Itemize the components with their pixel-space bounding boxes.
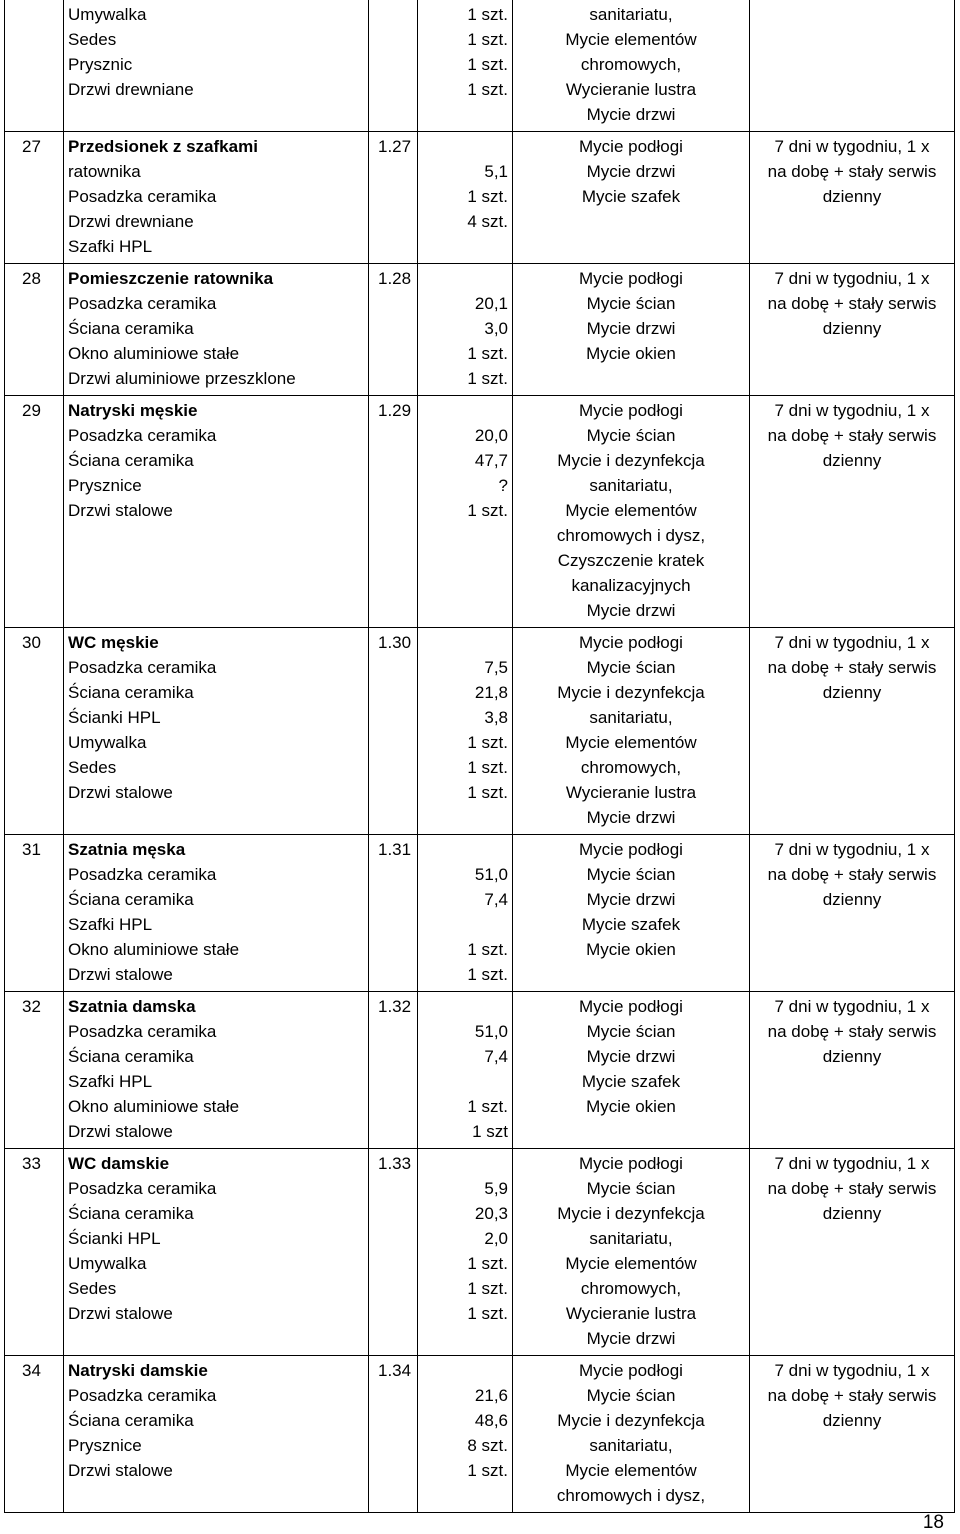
- frequency-text: 7 dni w tygodniu, 1 x: [774, 269, 930, 288]
- quantity-value: 3,8: [484, 708, 508, 727]
- quantity-cell: [418, 1356, 513, 1513]
- work-item: Mycie drzwi: [586, 1329, 676, 1348]
- item-id: 1.28: [369, 264, 418, 396]
- quantity-value: 1 szt.: [467, 783, 508, 802]
- room-item: Drzwi stalowe: [68, 1122, 173, 1141]
- room-item: Ścianki HPL: [68, 1229, 161, 1248]
- room-title: Pomieszczenie ratownika: [68, 269, 274, 288]
- frequency-text: 7 dni w tygodniu, 1 x: [774, 840, 930, 859]
- quantity-value: 1 szt.: [467, 1304, 508, 1323]
- room-item: Drzwi stalowe: [68, 965, 173, 984]
- frequency-cell: [750, 628, 955, 835]
- work-item: Mycie drzwi: [586, 105, 676, 124]
- frequency-cell: [750, 1149, 955, 1356]
- table-row: [5, 396, 955, 628]
- work-item: Mycie ścian: [586, 294, 676, 313]
- work-item: Mycie drzwi: [586, 601, 676, 620]
- quantity-value: 1 szt.: [467, 1279, 508, 1298]
- quantity-value: [422, 630, 508, 655]
- row-number: 31: [5, 835, 64, 992]
- work-item: Mycie elementów: [565, 30, 697, 49]
- work-item: Mycie podłogi: [579, 1154, 683, 1173]
- table-row: [5, 628, 955, 835]
- room-cell: [64, 396, 369, 628]
- frequency-text: dzienny: [822, 1411, 882, 1430]
- quantity-value: 8 szt.: [467, 1436, 508, 1455]
- quantity-value: 5,1: [484, 162, 508, 181]
- quantity-value: 7,4: [484, 890, 508, 909]
- quantity-value: 3,0: [484, 319, 508, 338]
- quantity-value: 51,0: [474, 865, 508, 884]
- room-item: Szafki HPL: [68, 915, 153, 934]
- item-id: 1.33: [369, 1149, 418, 1356]
- frequency-text: [754, 2, 950, 27]
- room-title: Szatnia męska: [68, 840, 186, 859]
- frequency-text: 7 dni w tygodniu, 1 x: [774, 1154, 930, 1173]
- work-scope-cell: [513, 1149, 750, 1356]
- quantity-value: 21,6: [474, 1386, 508, 1405]
- work-item: Mycie i dezynfekcja: [557, 1411, 705, 1430]
- work-item: Mycie ścian: [586, 1022, 676, 1041]
- quantity-value: 1 szt.: [467, 1461, 508, 1480]
- work-item: Mycie drzwi: [586, 808, 676, 827]
- work-item: Mycie podłogi: [579, 269, 683, 288]
- item-id: 1.27: [369, 132, 418, 264]
- quantity-cell: [418, 132, 513, 264]
- quantity-value: 1 szt.: [467, 965, 508, 984]
- work-item: Mycie podłogi: [579, 1361, 683, 1380]
- frequency-cell: [750, 132, 955, 264]
- quantity-value: 47,7: [474, 451, 508, 470]
- work-item: Mycie okien: [586, 940, 676, 959]
- work-item: sanitariatu,: [589, 708, 673, 727]
- work-scope-cell: [513, 1356, 750, 1513]
- item-id: 1.30: [369, 628, 418, 835]
- frequency-text: dzienny: [822, 1047, 882, 1066]
- work-item: Mycie elementów: [565, 1254, 697, 1273]
- quantity-cell: [418, 264, 513, 396]
- quantity-value: 21,8: [474, 683, 508, 702]
- frequency-text: na dobę + stały serwis: [767, 1179, 937, 1198]
- work-item: Mycie podłogi: [579, 401, 683, 420]
- quantity-cell: [418, 396, 513, 628]
- room-item: Posadzka ceramika: [68, 1386, 217, 1405]
- work-item: Wycieranie lustra: [565, 80, 697, 99]
- room-item: Posadzka ceramika: [68, 658, 217, 677]
- table-body: [5, 0, 955, 1513]
- work-item: kanalizacyjnych: [571, 576, 691, 595]
- work-item: Mycie szafek: [581, 187, 681, 206]
- room-item: Ścianki HPL: [68, 708, 161, 727]
- room-item: Ściana ceramika: [68, 1411, 194, 1430]
- room-item: Posadzka ceramika: [68, 426, 217, 445]
- work-item: Wycieranie lustra: [565, 1304, 697, 1323]
- table-row: [5, 264, 955, 396]
- frequency-text: 7 dni w tygodniu, 1 x: [774, 137, 930, 156]
- quantity-value: 1 szt.: [467, 1254, 508, 1273]
- quantity-value: [422, 994, 508, 1019]
- quantity-value: 1 szt.: [467, 501, 508, 520]
- work-scope-cell: [513, 628, 750, 835]
- table-row: [5, 0, 955, 132]
- quantity-cell: [418, 992, 513, 1149]
- room-item: Drzwi stalowe: [68, 1461, 173, 1480]
- work-item: Mycie okien: [586, 1097, 676, 1116]
- work-item: chromowych i dysz,: [556, 1486, 706, 1505]
- work-item: Mycie ścian: [586, 1386, 676, 1405]
- row-number: 27: [5, 132, 64, 264]
- frequency-text: dzienny: [822, 683, 882, 702]
- room-title: Przedsionek z szafkami: [68, 137, 258, 156]
- room-title: Szatnia damska: [68, 997, 196, 1016]
- quantity-value: 7,4: [484, 1047, 508, 1066]
- work-item: Mycie podłogi: [579, 840, 683, 859]
- quantity-value: 1 szt.: [467, 940, 508, 959]
- quantity-value: ?: [498, 476, 508, 495]
- room-cell: [64, 1149, 369, 1356]
- table-row: [5, 132, 955, 264]
- room-item: Posadzka ceramika: [68, 865, 217, 884]
- room-item: Umywalka: [68, 733, 147, 752]
- frequency-text: na dobę + stały serwis: [767, 426, 937, 445]
- quantity-value: 1 szt.: [467, 369, 508, 388]
- room-title: Natryski damskie: [68, 1361, 208, 1380]
- quantity-value: 48,6: [474, 1411, 508, 1430]
- work-scope-cell: [513, 396, 750, 628]
- frequency-text: [754, 27, 950, 52]
- room-cell: [64, 264, 369, 396]
- quantity-value: [422, 1069, 508, 1094]
- quantity-value: 1 szt.: [467, 30, 508, 49]
- room-title: Natryski męskie: [68, 401, 198, 420]
- work-item: Mycie szafek: [581, 915, 681, 934]
- quantity-value: [422, 134, 508, 159]
- work-item: Wycieranie lustra: [565, 783, 697, 802]
- quantity-cell: [418, 0, 513, 132]
- room-item: Ściana ceramika: [68, 1047, 194, 1066]
- frequency-text: na dobę + stały serwis: [767, 658, 937, 677]
- row-number: 33: [5, 1149, 64, 1356]
- work-item: Mycie ścian: [586, 865, 676, 884]
- quantity-value: 1 szt.: [467, 1097, 508, 1116]
- frequency-text: 7 dni w tygodniu, 1 x: [774, 1361, 930, 1380]
- quantity-cell: [418, 835, 513, 992]
- frequency-cell: [750, 992, 955, 1149]
- row-number: 34: [5, 1356, 64, 1513]
- quantity-value: 5,9: [484, 1179, 508, 1198]
- room-item: Szafki HPL: [68, 1072, 153, 1091]
- room-cell: [64, 0, 369, 132]
- room-item: Szafki HPL: [68, 237, 153, 256]
- room-item: Sedes: [68, 30, 117, 49]
- row-number: 32: [5, 992, 64, 1149]
- room-item: Sedes: [68, 1279, 117, 1298]
- work-scope-cell: [513, 992, 750, 1149]
- frequency-cell: [750, 264, 955, 396]
- row-number: 29: [5, 396, 64, 628]
- room-item: Drzwi stalowe: [68, 1304, 173, 1323]
- work-item: Mycie i dezynfekcja: [557, 683, 705, 702]
- quantity-value: [422, 266, 508, 291]
- work-item: Mycie elementów: [565, 501, 697, 520]
- quantity-value: 2,0: [484, 1229, 508, 1248]
- work-item: Mycie ścian: [586, 1179, 676, 1198]
- room-item: Prysznice: [68, 476, 142, 495]
- room-item: Ściana ceramika: [68, 890, 194, 909]
- room-item: Umywalka: [68, 1254, 147, 1273]
- quantity-value: 20,3: [474, 1204, 508, 1223]
- quantity-value: 7,5: [484, 658, 508, 677]
- work-item: Mycie podłogi: [579, 997, 683, 1016]
- frequency-text: na dobę + stały serwis: [767, 1022, 937, 1041]
- item-id: 1.32: [369, 992, 418, 1149]
- frequency-cell: [750, 0, 955, 132]
- work-item: chromowych,: [580, 55, 682, 74]
- room-item: Drzwi stalowe: [68, 501, 173, 520]
- row-number: 28: [5, 264, 64, 396]
- room-title: WC męskie: [68, 633, 159, 652]
- work-item: Mycie drzwi: [586, 319, 676, 338]
- work-item: Mycie ścian: [586, 426, 676, 445]
- quantity-value: [422, 837, 508, 862]
- quantity-cell: [418, 1149, 513, 1356]
- quantity-value: 1 szt.: [467, 758, 508, 777]
- room-item: Posadzka ceramika: [68, 187, 217, 206]
- item-id: 1.29: [369, 396, 418, 628]
- quantity-value: [422, 912, 508, 937]
- table-row: [5, 1356, 955, 1513]
- frequency-text: dzienny: [822, 187, 882, 206]
- room-item: Okno aluminiowe stałe: [68, 940, 240, 959]
- row-number: 30: [5, 628, 64, 835]
- work-item: Mycie ścian: [586, 658, 676, 677]
- work-item: Mycie okien: [586, 344, 676, 363]
- table-row: [5, 835, 955, 992]
- quantity-value: 20,0: [474, 426, 508, 445]
- quantity-value: 4 szt.: [467, 212, 508, 231]
- quantity-value: 1 szt.: [467, 5, 508, 24]
- quantity-value: [422, 1358, 508, 1383]
- quantity-cell: [418, 628, 513, 835]
- room-cell: [64, 1356, 369, 1513]
- quantity-value: 1 szt.: [467, 187, 508, 206]
- row-number: [5, 0, 64, 132]
- room-item: Umywalka: [68, 5, 147, 24]
- frequency-text: 7 dni w tygodniu, 1 x: [774, 633, 930, 652]
- table-row: [5, 1149, 955, 1356]
- item-id: 1.31: [369, 835, 418, 992]
- work-item: chromowych i dysz,: [556, 526, 706, 545]
- room-item: Drzwi stalowe: [68, 783, 173, 802]
- room-item: Drzwi aluminiowe przeszklone: [68, 369, 296, 388]
- work-item: sanitariatu,: [589, 5, 673, 24]
- frequency-text: dzienny: [822, 1204, 882, 1223]
- frequency-cell: [750, 1356, 955, 1513]
- room-cell: [64, 992, 369, 1149]
- room-item: Sedes: [68, 758, 117, 777]
- work-item: Mycie i dezynfekcja: [557, 1204, 705, 1223]
- work-item: Mycie podłogi: [579, 137, 683, 156]
- work-item: Mycie i dezynfekcja: [557, 451, 705, 470]
- work-item: Mycie elementów: [565, 1461, 697, 1480]
- work-item: chromowych,: [580, 1279, 682, 1298]
- room-item: Ściana ceramika: [68, 683, 194, 702]
- frequency-text: na dobę + stały serwis: [767, 1386, 937, 1405]
- frequency-text: 7 dni w tygodniu, 1 x: [774, 401, 930, 420]
- work-item: sanitariatu,: [589, 1436, 673, 1455]
- frequency-text: [754, 52, 950, 77]
- quantity-value: [422, 1151, 508, 1176]
- work-item: sanitariatu,: [589, 476, 673, 495]
- work-item: Mycie drzwi: [586, 890, 676, 909]
- work-item: Mycie szafek: [581, 1072, 681, 1091]
- page-number: 18: [922, 1512, 944, 1533]
- room-cell: [64, 628, 369, 835]
- frequency-text: na dobę + stały serwis: [767, 162, 937, 181]
- work-item: sanitariatu,: [589, 1229, 673, 1248]
- work-scope-cell: [513, 132, 750, 264]
- room-cell: [64, 132, 369, 264]
- work-item: Mycie drzwi: [586, 1047, 676, 1066]
- quantity-value: 1 szt.: [467, 55, 508, 74]
- room-item: Posadzka ceramika: [68, 1022, 217, 1041]
- room-item: Drzwi drewniane: [68, 212, 194, 231]
- quantity-value: 1 szt: [472, 1122, 508, 1141]
- item-id: 1.34: [369, 1356, 418, 1513]
- room-cell: [64, 835, 369, 992]
- frequency-text: 7 dni w tygodniu, 1 x: [774, 997, 930, 1016]
- work-item: chromowych,: [580, 758, 682, 777]
- frequency-text: dzienny: [822, 890, 882, 909]
- room-item: Posadzka ceramika: [68, 1179, 217, 1198]
- room-item: Prysznice: [68, 1436, 142, 1455]
- item-id: [369, 0, 418, 132]
- room-item: Okno aluminiowe stałe: [68, 1097, 240, 1116]
- quantity-value: 1 szt.: [467, 344, 508, 363]
- table-row: [5, 992, 955, 1149]
- room-item: Ściana ceramika: [68, 319, 194, 338]
- room-item: Drzwi drewniane: [68, 80, 194, 99]
- work-item: Mycie podłogi: [579, 633, 683, 652]
- quantity-value: 1 szt.: [467, 733, 508, 752]
- work-item: Mycie drzwi: [586, 162, 676, 181]
- quantity-value: 1 szt.: [467, 80, 508, 99]
- frequency-text: na dobę + stały serwis: [767, 294, 937, 313]
- quantity-value: 20,1: [474, 294, 508, 313]
- room-item: Ściana ceramika: [68, 1204, 194, 1223]
- room-item: Okno aluminiowe stałe: [68, 344, 240, 363]
- room-item: Posadzka ceramika: [68, 294, 217, 313]
- work-scope-cell: [513, 835, 750, 992]
- room-item: Ściana ceramika: [68, 451, 194, 470]
- quantity-value: [422, 398, 508, 423]
- work-scope-cell: [513, 264, 750, 396]
- work-scope-cell: [513, 0, 750, 132]
- work-item: Mycie elementów: [565, 733, 697, 752]
- frequency-text: dzienny: [822, 319, 882, 338]
- cleaning-schedule-table: [4, 0, 955, 1513]
- frequency-cell: [750, 835, 955, 992]
- room-item: ratownika: [68, 162, 141, 181]
- quantity-value: 51,0: [474, 1022, 508, 1041]
- room-item: Prysznic: [68, 55, 133, 74]
- frequency-cell: [750, 396, 955, 628]
- frequency-text: na dobę + stały serwis: [767, 865, 937, 884]
- work-item: Czyszczenie kratek: [557, 551, 705, 570]
- frequency-text: dzienny: [822, 451, 882, 470]
- room-title: WC damskie: [68, 1154, 170, 1173]
